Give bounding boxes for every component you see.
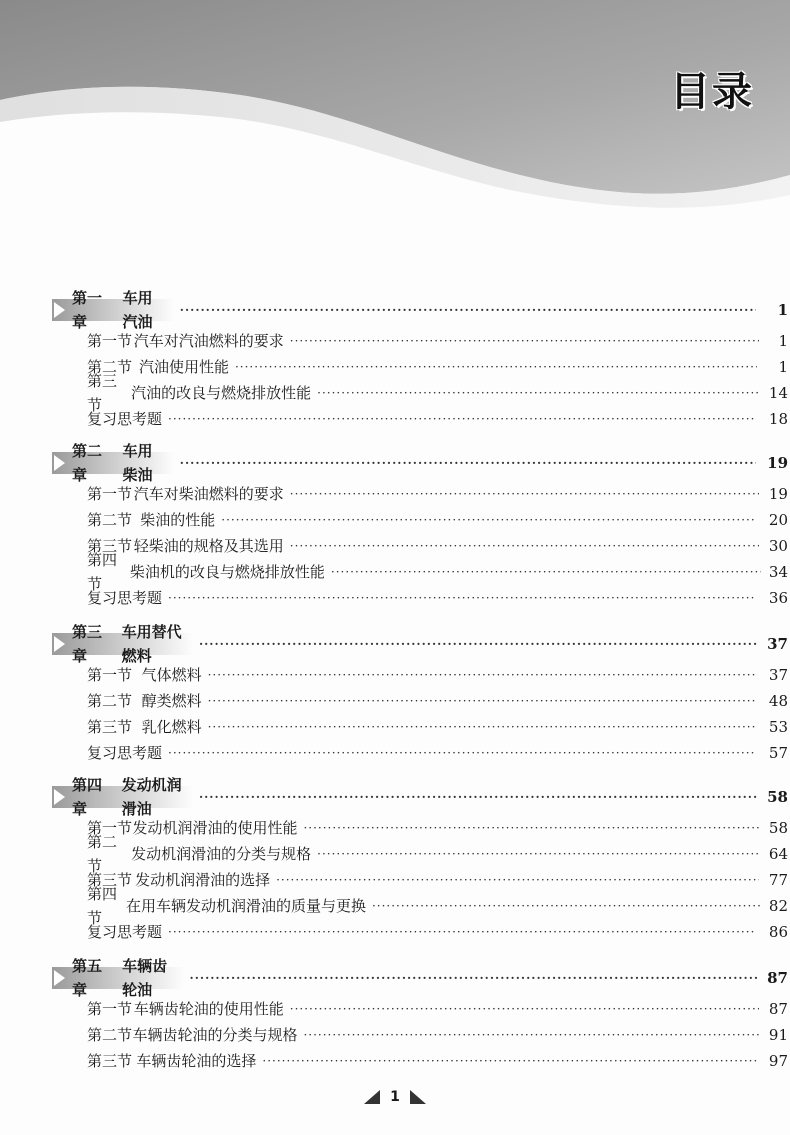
chapter-title: 发动机润滑油: [121, 776, 182, 818]
leader-dots: [168, 920, 754, 944]
section-title: 柴油机的改良与燃烧排放性能: [129, 563, 325, 581]
chapter-number: 第二章: [72, 442, 103, 484]
leader-dots: [190, 966, 757, 990]
section-title: 乳化燃料: [141, 718, 202, 736]
section-number: 第一节: [87, 485, 133, 503]
section-page-number: 82: [768, 897, 788, 915]
toc-section-row[interactable]: [0, 997, 790, 1021]
page-footer: [0, 1085, 790, 1109]
section-page-number: 1: [778, 332, 788, 350]
chapter-marker-icon: [54, 455, 65, 471]
section-number: 第二节: [87, 692, 133, 710]
section-number: 第二节: [87, 358, 133, 376]
leader-dots: [331, 560, 761, 584]
toc-chapter-row[interactable]: [0, 289, 790, 331]
toc-section-row[interactable]: [0, 1049, 790, 1073]
chapter-label-band: [52, 776, 193, 818]
chapter-label-band: [52, 289, 174, 331]
section-number: 第一节: [87, 332, 133, 350]
section-page-number: 97: [768, 1052, 788, 1070]
chapter-page-number: 58: [767, 788, 788, 806]
chapter-marker-icon: [54, 789, 65, 805]
section-number: 第三节: [87, 1052, 133, 1070]
leader-dots: [372, 894, 763, 918]
leader-dots: [276, 868, 759, 892]
section-page-number: 77: [768, 871, 788, 889]
chapter-number: 第一章: [72, 289, 103, 331]
leader-dots: [168, 407, 754, 431]
chapter-number: 第四章: [72, 776, 103, 818]
leader-dots: [180, 298, 756, 322]
review-page-number: 86: [768, 923, 788, 941]
section-page-number: 34: [768, 563, 788, 581]
section-page-number: 58: [768, 819, 788, 837]
toc-section-row[interactable]: [0, 551, 790, 593]
section-page-number: 20: [768, 511, 788, 529]
toc-section-row[interactable]: [0, 663, 790, 687]
section-title: 柴油的性能: [140, 511, 216, 529]
chapter-number: 第三章: [72, 623, 103, 665]
chapter-title: 车用汽油: [122, 289, 153, 331]
left-triangle-icon: [364, 1090, 380, 1104]
section-title: 车辆齿轮油的分类与规格: [132, 1026, 298, 1044]
section-number: 第二节: [87, 1026, 133, 1044]
section-number: 第四节: [87, 885, 118, 927]
section-number: 第三节: [87, 537, 133, 555]
section-page-number: 1: [778, 358, 788, 376]
review-page-number: 18: [768, 410, 788, 428]
toc-chapter-row[interactable]: [0, 957, 790, 999]
toc-chapter-row[interactable]: [0, 776, 790, 818]
review-page-number: 36: [768, 589, 788, 607]
leader-dots: [303, 816, 759, 840]
toc-review-row[interactable]: [0, 741, 790, 765]
section-title: 车辆齿轮油的选择: [136, 1052, 257, 1070]
page-number: 1: [390, 1089, 400, 1105]
section-page-number: 64: [768, 845, 789, 863]
section-page-number: 53: [768, 718, 788, 736]
section-number: 第三节: [87, 871, 133, 889]
section-title: 气体燃料: [141, 666, 202, 684]
section-number: 第四节: [87, 551, 118, 593]
chapter-title: 车辆齿轮油: [122, 957, 168, 999]
leader-dots: [290, 329, 760, 353]
section-page-number: 37: [768, 666, 788, 684]
section-page-number: 48: [768, 692, 788, 710]
chapter-label-band: [52, 957, 184, 999]
toc-section-row[interactable]: [0, 689, 790, 713]
toc-section-row[interactable]: [0, 1023, 790, 1047]
leader-dots: [180, 451, 756, 475]
section-number: 第二节: [87, 511, 133, 529]
leader-dots: [168, 741, 754, 765]
toc-section-row[interactable]: [0, 885, 790, 927]
chapter-number: 第五章: [72, 957, 103, 999]
leader-dots: [199, 785, 757, 809]
section-title: 汽车对汽油燃料的要求: [133, 332, 284, 350]
section-title: 发动机润滑油的使用性能: [132, 819, 298, 837]
toc-section-row[interactable]: [0, 482, 790, 506]
section-title: 车辆齿轮油的使用性能: [133, 1000, 284, 1018]
chapter-title: 车用柴油: [122, 442, 153, 484]
page-title: 目录: [670, 69, 754, 115]
review-page-number: 57: [768, 744, 788, 762]
toc-chapter-row[interactable]: [0, 623, 790, 665]
review-title: 复习思考题: [87, 589, 163, 607]
section-number: 第三节: [87, 372, 118, 414]
section-number: 第一节: [87, 819, 133, 837]
section-title: 醇类燃料: [141, 692, 202, 710]
section-title: 汽车对柴油燃料的要求: [133, 485, 284, 503]
section-page-number: 91: [768, 1026, 788, 1044]
toc-review-row[interactable]: [0, 586, 790, 610]
review-title: 复习思考题: [87, 410, 163, 428]
toc-section-row[interactable]: [0, 329, 790, 353]
leader-dots: [262, 1049, 758, 1073]
chapter-label-band: [52, 623, 193, 665]
chapter-title: 车用替代燃料: [121, 623, 182, 665]
leader-dots: [199, 632, 757, 656]
leader-dots: [303, 1023, 759, 1047]
section-page-number: 14: [768, 384, 789, 402]
leader-dots: [208, 689, 756, 713]
section-page-number: 87: [768, 1000, 788, 1018]
toc-chapter-row[interactable]: [0, 442, 790, 484]
section-title: 轻柴油的规格及其选用: [133, 537, 284, 555]
toc-section-row[interactable]: [0, 715, 790, 739]
section-number: 第一节: [87, 666, 133, 684]
chapter-marker-icon: [54, 636, 65, 652]
section-page-number: 30: [768, 537, 788, 555]
toc-section-row[interactable]: [0, 508, 790, 532]
toc-review-row[interactable]: [0, 407, 790, 431]
leader-dots: [208, 715, 756, 739]
leader-dots: [221, 508, 756, 532]
section-number: 第一节: [87, 1000, 133, 1018]
section-title: 在用车辆发动机润滑油的质量与更换: [125, 897, 366, 915]
chapter-marker-icon: [54, 302, 65, 318]
leader-dots: [317, 842, 760, 866]
chapter-page-number: 37: [767, 635, 788, 653]
review-title: 复习思考题: [87, 744, 163, 762]
section-title: 汽油的改良与燃烧排放性能: [131, 384, 312, 402]
leader-dots: [208, 663, 756, 687]
chapter-page-number: 19: [767, 454, 789, 472]
right-triangle-icon: [410, 1090, 426, 1104]
toc-section-row[interactable]: [0, 833, 790, 875]
leader-dots: [290, 997, 760, 1021]
toc-review-row[interactable]: [0, 920, 790, 944]
chapter-page-number: 87: [767, 969, 788, 987]
section-title: 发动机润滑油的分类与规格: [131, 845, 312, 863]
chapter-label-band: [52, 442, 174, 484]
section-number: 第三节: [87, 718, 133, 736]
chapter-marker-icon: [54, 970, 65, 986]
section-title: 发动机润滑油的选择: [135, 871, 271, 889]
section-number: 第二节: [87, 833, 118, 875]
section-title: 汽油使用性能: [138, 358, 229, 376]
leader-dots: [290, 534, 760, 558]
leader-dots: [168, 586, 754, 610]
leader-dots: [235, 355, 757, 379]
leader-dots: [290, 482, 760, 506]
toc-section-row[interactable]: [0, 372, 790, 414]
leader-dots: [317, 381, 760, 405]
chapter-page-number: 1: [777, 301, 789, 319]
review-title: 复习思考题: [87, 923, 163, 941]
section-page-number: 19: [768, 485, 788, 503]
